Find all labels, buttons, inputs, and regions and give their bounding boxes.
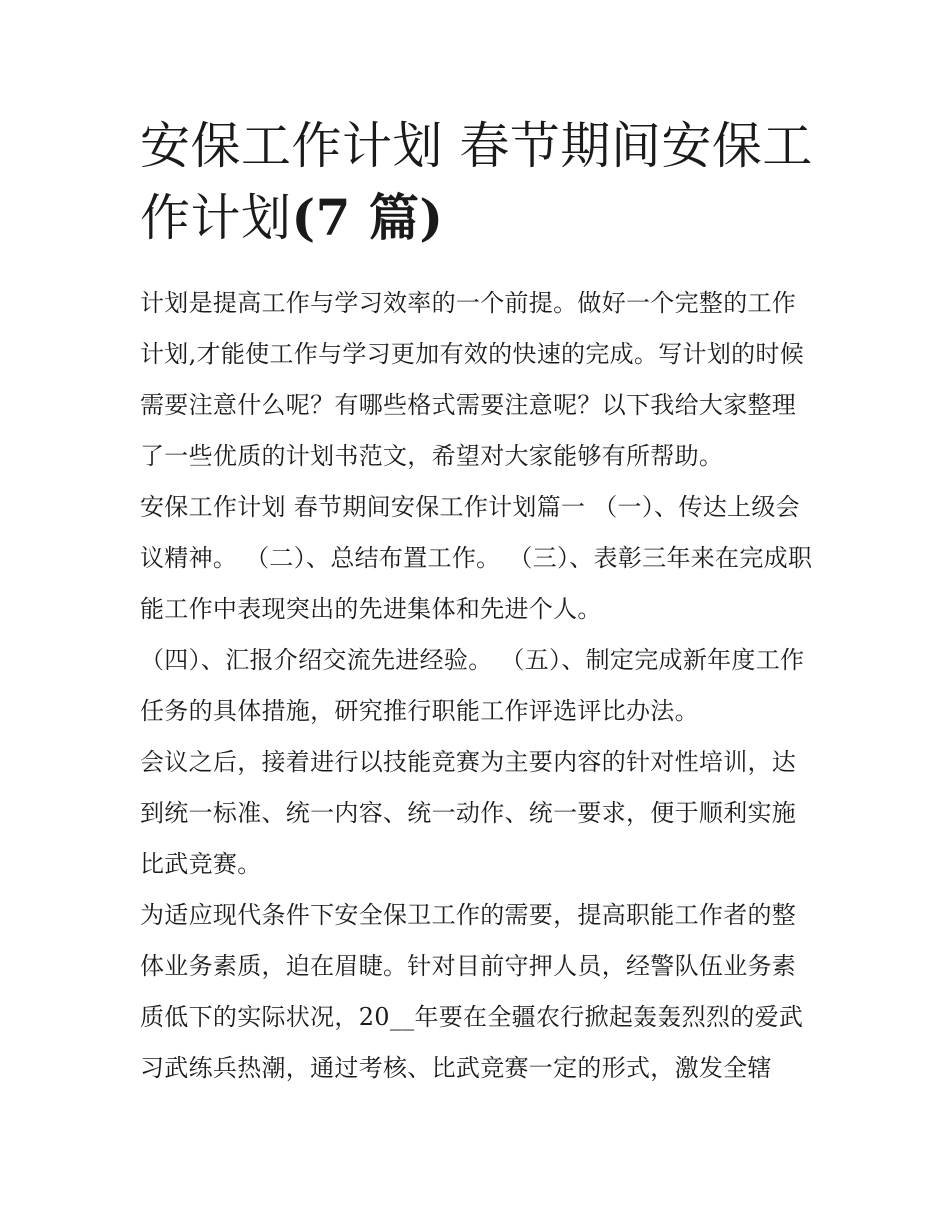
document-page	[140, 110, 815, 1094]
paragraph-intro: 计划是提高工作与学习效率的一个前提。做好一个完整的工作计划,才能使工作与学习更加有效的快速的完成。写计划的时候需要注意什么呢？有哪些格式需要注意呢？以下我给大家整理了一些优质的计划书范文，希望对大家能够有所帮助。	[140, 289, 805, 470]
paragraph-quality: 为适应现代条件下安全保卫工作的需要，提高职能工作者的整体业务素质，迫在眉睫。针对目前守押人员，经警队伍业务素质低下的实际状况，20__年要在全疆农行掀起轰轰烈烈的爱武习武练兵热潮，通过考核、比武竞赛一定的形式，激发全辖	[140, 901, 804, 1082]
title-count: (7 篇)	[291, 188, 444, 247]
title-text: 安保工作计划 春节期间安保工作计划	[140, 117, 813, 247]
paragraph-meeting-items-cont: （四）、汇报介绍交流先进经验。 （五）、制定完成新年度工作任务的具体措施，研究推行职能工作评选评比办法。	[140, 646, 805, 725]
paragraph-training: 会议之后，接着进行以技能竞赛为主要内容的针对性培训，达到统一标准、统一内容、统一动作、统一要求，便于顺利实施比武竞赛。	[140, 748, 797, 878]
document-body	[140, 278, 815, 1094]
paragraph-meeting-items: 安保工作计划 春节期间安保工作计划篇一 （一）、传达上级会议精神。 （二）、总结布置工作。 （三）、表彰三年来在完成职能工作中表现突出的先进集体和先进个人。	[140, 493, 813, 623]
document-title	[140, 110, 815, 254]
